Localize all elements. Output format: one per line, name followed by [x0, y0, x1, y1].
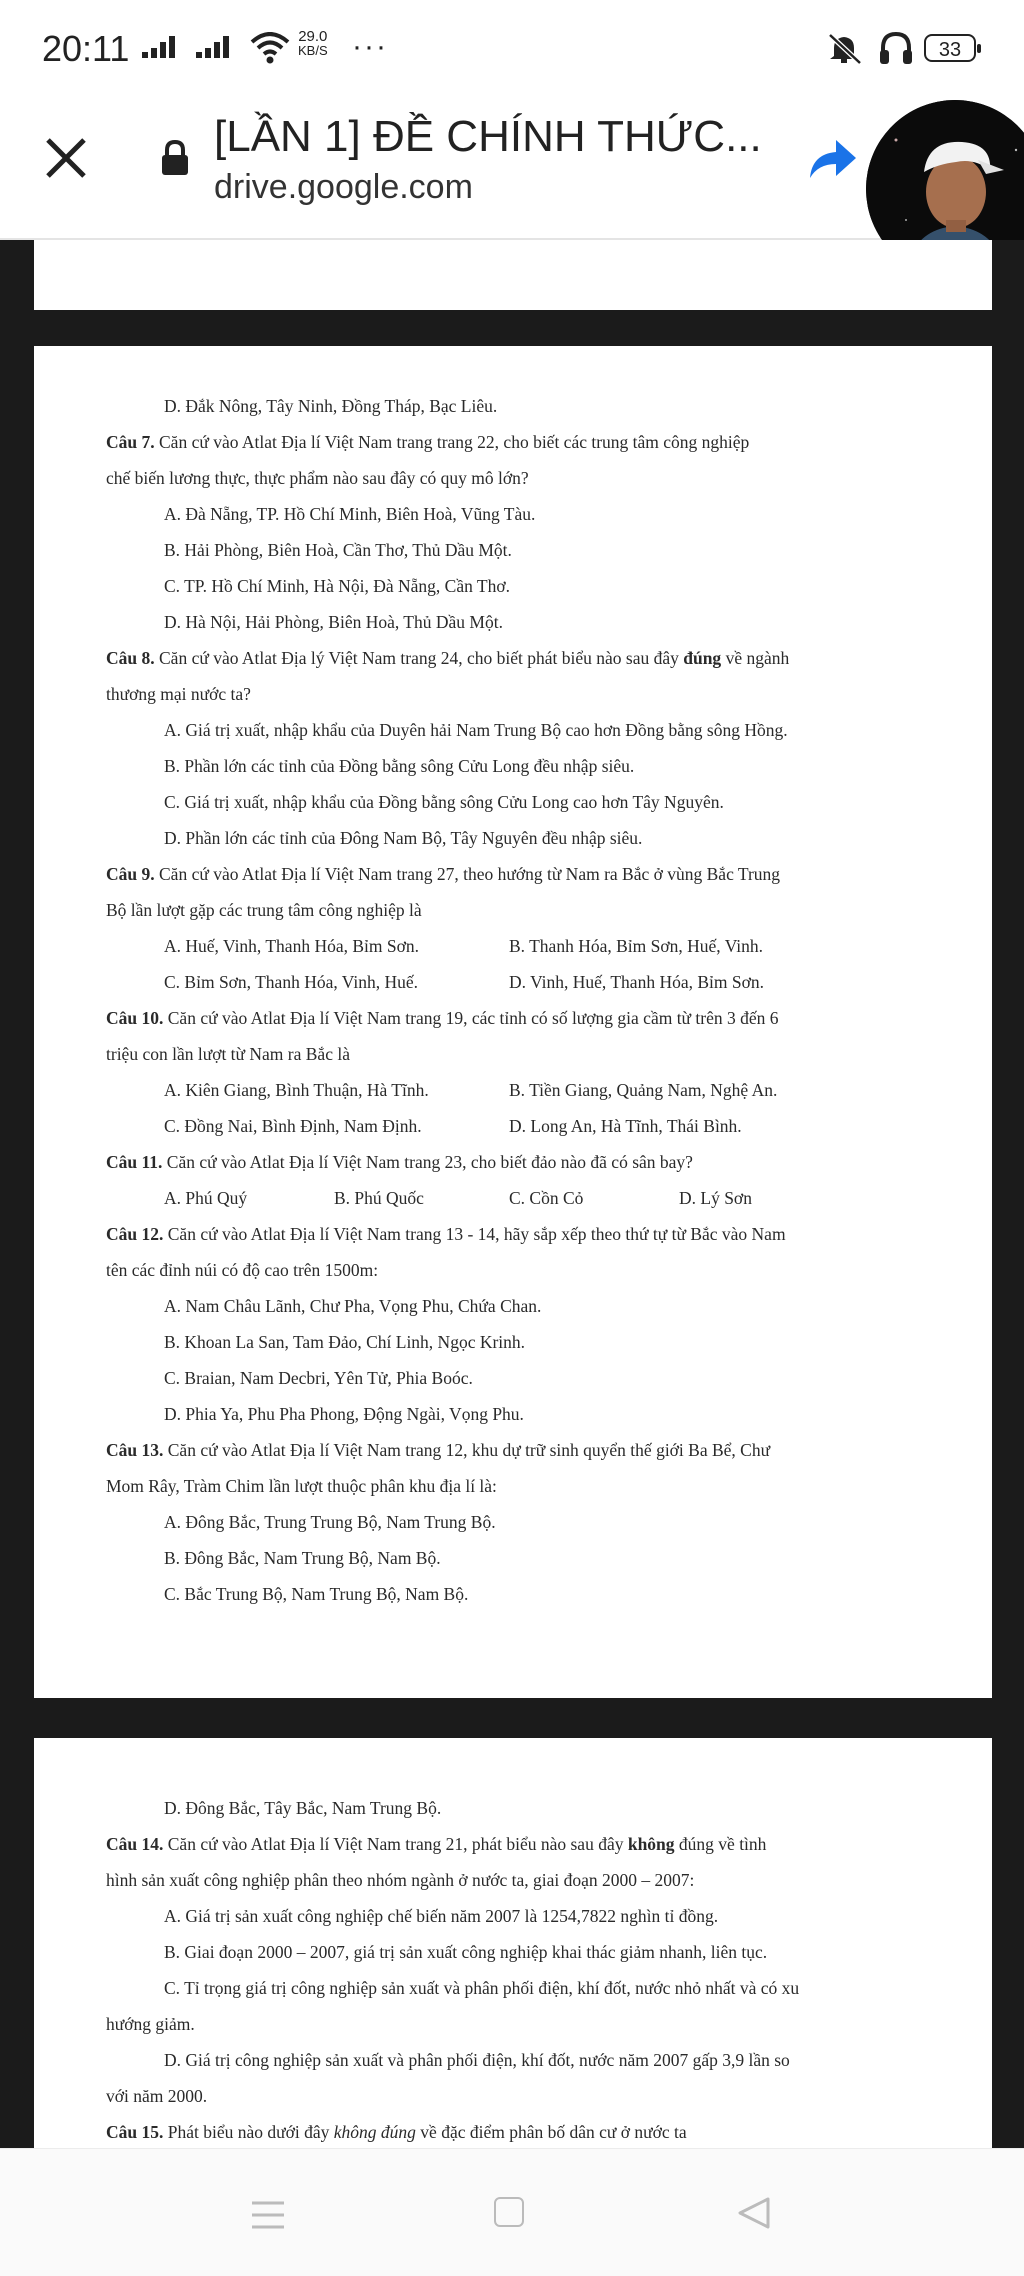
q13-option-b: B. Đông Bắc, Nam Trung Bộ, Nam Bộ. [164, 1548, 441, 1568]
q15-text: Phát biểu nào dưới đây [163, 2122, 334, 2142]
battery-icon: 33 [924, 34, 976, 62]
question-13 [106, 1440, 770, 1461]
q8-label: Câu 8. [106, 648, 155, 668]
recent-apps-icon[interactable] [250, 2199, 286, 2236]
q14-bold: không [627, 1834, 675, 1854]
status-bar [0, 0, 1024, 100]
back-icon[interactable] [736, 2195, 772, 2236]
page-domain: drive.google.com [214, 168, 473, 206]
q8-option-d: D. Phần lớn các tỉnh của Đông Nam Bộ, Tây Nguyên đều nhập siêu. [164, 828, 643, 848]
speed-unit: KB/S [298, 43, 328, 58]
q9-text: Căn cứ vào Atlat Địa lí Việt Nam trang 27, theo hướng từ Nam ra Bắc ở vùng Bắc Trung [154, 864, 781, 884]
q9-text-cont: Bộ lần lượt gặp các trung tâm công nghiệp là [106, 900, 422, 920]
wifi-icon [250, 32, 290, 69]
document-page-3 [34, 1738, 992, 2148]
q9-label: Câu 9. [106, 864, 155, 884]
q13-label: Câu 13. [106, 1440, 164, 1460]
q14-option-a: A. Giá trị sản xuất công nghiệp chế biến năm 2007 là 1254,7822 nghìn tỉ đồng. [164, 1906, 719, 1926]
q8-text-end: về ngành [721, 648, 790, 668]
question-10 [106, 1008, 779, 1029]
home-icon[interactable] [494, 2197, 524, 2227]
q6-option-d: D. Đắk Nông, Tây Ninh, Đồng Tháp, Bạc Liêu. [164, 396, 498, 416]
q10-option-a: A. Kiên Giang, Bình Thuận, Hà Tĩnh. [164, 1080, 429, 1100]
q14-option-b: B. Giai đoạn 2000 – 2007, giá trị sản xuất công nghiệp khai thác giảm nhanh, liên tục. [164, 1942, 768, 1962]
question-9 [106, 864, 780, 885]
system-nav-bar [0, 2148, 1024, 2276]
q14-option-d: D. Giá trị công nghiệp sản xuất và phân phối điện, khí đốt, nước năm 2007 gấp 3,9 lần so [164, 2050, 790, 2070]
q11-option-b: B. Phú Quốc [334, 1188, 424, 1208]
q9-option-b: B. Thanh Hóa, Bỉm Sơn, Huế, Vinh. [509, 936, 764, 956]
q8-option-b: B. Phần lớn các tỉnh của Đồng bằng sông Cửu Long đều nhập siêu. [164, 756, 635, 776]
q13-text-cont: Mom Rây, Tràm Chim lần lượt thuộc phân khu địa lí là: [106, 1476, 497, 1496]
q11-text: Căn cứ vào Atlat Địa lí Việt Nam trang 23, cho biết đảo nào đã có sân bay? [162, 1152, 693, 1172]
q8-bold: đúng [683, 648, 722, 668]
q14-text-end: đúng về tình [674, 1834, 767, 1854]
q11-option-d: D. Lý Sơn [679, 1188, 752, 1208]
q15-italic: không đúng [333, 2122, 416, 2142]
more-notifications-icon: ··· [352, 30, 388, 63]
q9-option-a: A. Huế, Vinh, Thanh Hóa, Bỉm Sơn. [164, 936, 419, 956]
q13-option-c: C. Bắc Trung Bộ, Nam Trung Bộ, Nam Bộ. [164, 1584, 469, 1604]
q11-option-c: C. Cồn Cỏ [509, 1188, 584, 1208]
q15-text-end: về đặc điểm phân bố dân cư ở nước ta [415, 2122, 687, 2142]
q12-label: Câu 12. [106, 1224, 164, 1244]
mute-icon [826, 32, 866, 69]
headphones-icon [878, 30, 914, 71]
q8-option-a: A. Giá trị xuất, nhập khẩu của Duyên hải Nam Trung Bộ cao hơn Đồng bằng sông Hồng. [164, 720, 788, 740]
q11-label: Câu 11. [106, 1152, 163, 1172]
q12-text-cont: tên các đỉnh núi có độ cao trên 1500m: [106, 1260, 379, 1280]
q7-text-cont: chế biến lương thực, thực phẩm nào sau đây có quy mô lớn? [106, 468, 529, 488]
question-7 [106, 432, 749, 453]
q14-option-d-cont: với năm 2000. [106, 2086, 208, 2106]
q10-text: Căn cứ vào Atlat Địa lí Việt Nam trang 19, các tỉnh có số lượng gia cầm từ trên 3 đến 6 [163, 1008, 779, 1028]
q9-option-d: D. Vinh, Huế, Thanh Hóa, Bỉm Sơn. [509, 972, 764, 992]
q13-option-a: A. Đông Bắc, Trung Trung Bộ, Nam Trung Bộ. [164, 1512, 496, 1532]
speed-value: 29.0 [298, 28, 328, 45]
network-speed [298, 30, 328, 58]
q8-text-cont: thương mại nước ta? [106, 684, 251, 704]
q14-label: Câu 14. [106, 1834, 164, 1854]
q12-option-d: D. Phia Ya, Phu Pha Phong, Động Ngài, Vọng Phu. [164, 1404, 524, 1424]
q7-text: Căn cứ vào Atlat Địa lí Việt Nam trang trang 22, cho biết các trung tâm công nghiệp [154, 432, 750, 452]
q9-option-c: C. Bỉm Sơn, Thanh Hóa, Vinh, Huế. [164, 972, 419, 992]
page-title: [LẦN 1] ĐỀ CHÍNH THỨC... [214, 112, 762, 161]
close-icon[interactable] [38, 130, 94, 186]
q13-option-d: D. Đông Bắc, Tây Bắc, Nam Trung Bộ. [164, 1798, 442, 1818]
q12-option-b: B. Khoan La San, Tam Đảo, Chí Linh, Ngọc Krinh. [164, 1332, 526, 1352]
q14-option-c-cont: hướng giảm. [106, 2014, 195, 2034]
question-8 [106, 648, 789, 669]
q10-label: Câu 10. [106, 1008, 164, 1028]
question-11 [106, 1152, 693, 1173]
q14-text-cont: hình sản xuất công nghiệp phân theo nhóm ngành ở nước ta, giai đoạn 2000 – 2007: [106, 1870, 695, 1890]
q8-option-c: C. Giá trị xuất, nhập khẩu của Đồng bằng sông Cửu Long cao hơn Tây Nguyên. [164, 792, 724, 812]
document-page-2 [34, 346, 992, 1698]
q12-option-c: C. Braian, Nam Decbri, Yên Tử, Phia Boóc. [164, 1368, 473, 1388]
q10-text-cont: triệu con lần lượt từ Nam ra Bắc là [106, 1044, 350, 1064]
question-14 [106, 1834, 766, 1855]
q13-text: Căn cứ vào Atlat Địa lí Việt Nam trang 12, khu dự trữ sinh quyển thế giới Ba Bể, Chư [163, 1440, 771, 1460]
lock-icon [160, 140, 190, 181]
question-15 [106, 2122, 687, 2143]
q7-option-b: B. Hải Phòng, Biên Hoà, Cần Thơ, Thủ Dầu Một. [164, 540, 512, 560]
q10-option-c: C. Đồng Nai, Bình Định, Nam Định. [164, 1116, 422, 1136]
q12-option-a: A. Nam Châu Lãnh, Chư Pha, Vọng Phu, Chứa Chan. [164, 1296, 542, 1316]
q14-option-c: C. Tỉ trọng giá trị công nghiệp sản xuất và phân phối điện, khí đốt, nước nhỏ nhất và có xu [164, 1978, 800, 1998]
q10-option-b: B. Tiền Giang, Quảng Nam, Nghệ An. [509, 1080, 778, 1100]
q7-option-d: D. Hà Nội, Hải Phòng, Biên Hoà, Thủ Dầu Một. [164, 612, 503, 632]
signal-icon [142, 36, 175, 58]
document-page-1 [34, 240, 992, 310]
q7-option-c: C. TP. Hồ Chí Minh, Hà Nội, Đà Nẵng, Cần Thơ. [164, 576, 510, 596]
signal-icon-2 [196, 36, 229, 58]
q12-text: Căn cứ vào Atlat Địa lí Việt Nam trang 13 - 14, hãy sắp xếp theo thứ tự từ Bắc vào Nam [163, 1224, 786, 1244]
document-viewer[interactable] [0, 240, 1024, 2148]
status-time: 20:11 [42, 28, 130, 69]
q8-text: Căn cứ vào Atlat Địa lý Việt Nam trang 24, cho biết phát biểu nào sau đây [154, 648, 684, 668]
q15-label: Câu 15. [106, 2122, 164, 2142]
q7-label: Câu 7. [106, 432, 155, 452]
q7-option-a: A. Đà Nẵng, TP. Hồ Chí Minh, Biên Hoà, Vũng Tàu. [164, 504, 536, 524]
q11-option-a: A. Phú Quý [164, 1188, 248, 1208]
share-icon[interactable] [806, 136, 858, 187]
question-12 [106, 1224, 786, 1245]
q10-option-d: D. Long An, Hà Tĩnh, Thái Bình. [509, 1116, 742, 1136]
q14-text: Căn cứ vào Atlat Địa lí Việt Nam trang 21, phát biểu nào sau đây [163, 1834, 628, 1854]
